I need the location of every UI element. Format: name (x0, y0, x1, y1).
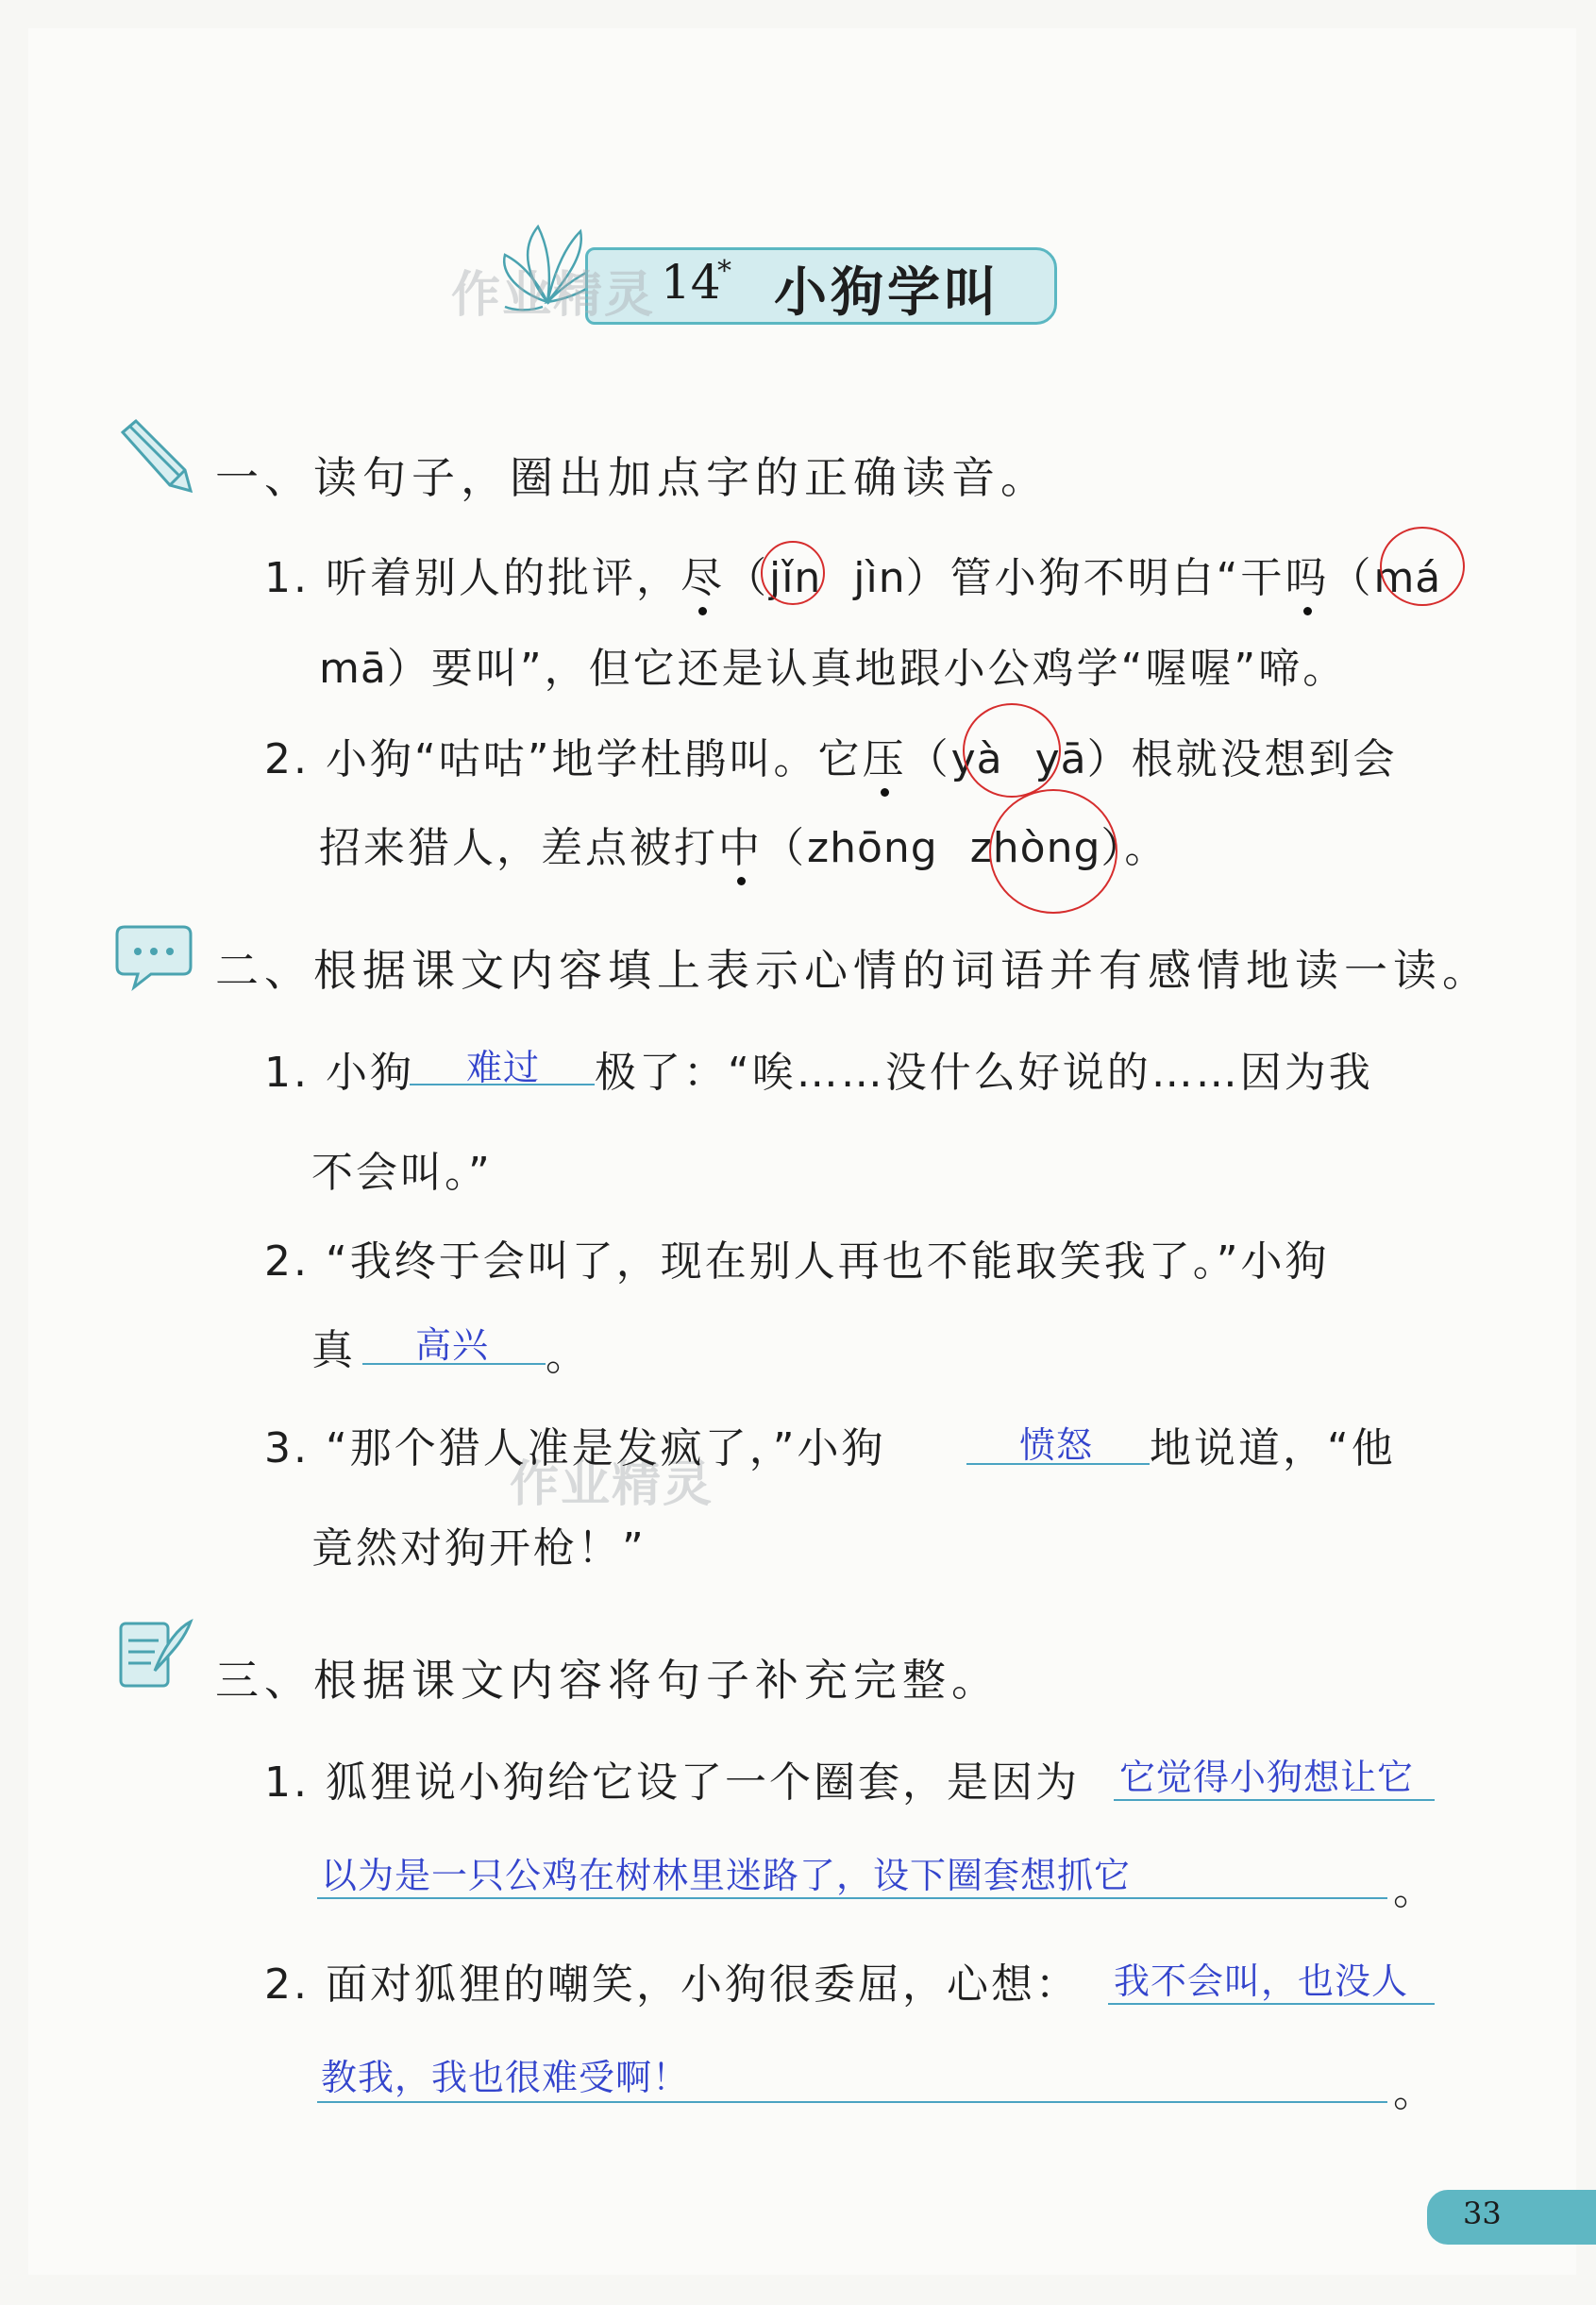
answer-blank (1114, 1799, 1435, 1801)
section3-heading: 三、根据课文内容将句子补充完整。 (215, 1655, 1000, 1706)
dotted-char: 吗 (1285, 544, 1329, 604)
watermark-middle: 作业精灵 (510, 1456, 714, 1513)
answer-circle (963, 703, 1061, 798)
s3-q2-answer-line1: 我不会叫，也没人 (1114, 1960, 1409, 2002)
s1-q2-text-a: 2. 小狗“咕咕”地学杜鹃叫。它 (264, 735, 863, 783)
paren-open: （ (1329, 554, 1374, 602)
s1-q1-text-c: ）要叫”，但它还是认真地跟小公鸡学“喔喔”啼。 (386, 645, 1348, 693)
paren-open: （ (763, 824, 807, 872)
lesson-number: 14 (661, 255, 721, 310)
s2-q3-text-b: 地说道，“他 (1150, 1424, 1396, 1472)
dotted-char: 尽 (680, 544, 725, 604)
speech-bubble-icon (113, 914, 194, 995)
pinyin-option: zhòng (969, 824, 1101, 872)
page-number-tab (1427, 2190, 1596, 2245)
s1-q2-text-b: ）根就没想到会 (1086, 735, 1398, 783)
s1-q2-text-c: 招来猎人，差点被打 (319, 824, 718, 872)
notepad-quill-icon (113, 1614, 194, 1695)
answer-blank (1108, 2003, 1435, 2005)
s1-q2-line1 (264, 725, 1398, 785)
s1-q1-text-b: ）管小狗不明白“干 (905, 554, 1285, 602)
s3-q1-period: 。 (1393, 1866, 1435, 1914)
answer-blank (317, 2101, 1387, 2103)
s1-q1-line2 (319, 634, 1347, 695)
s2-q3-text-a: 3. “那个猎人准是发疯了，”小狗 (264, 1424, 886, 1472)
pinyin-option: mā (319, 645, 387, 693)
s3-q2-answer-line2: 教我，我也很难受啊！ (321, 2057, 690, 2098)
pinyin-option: jìn (853, 554, 906, 602)
watermark-top: 作业精灵 (451, 267, 656, 324)
s2-q1-text-a: 1. 小狗 (264, 1049, 414, 1097)
page-title: 小狗学叫 (774, 262, 1000, 324)
pinyin-option: yā (1034, 735, 1087, 783)
s2-q2-answer: 高兴 (415, 1324, 490, 1366)
s3-q1-text-a: 1. 狐狸说小狗给它设了一个圈套，是因为 (264, 1758, 1080, 1807)
answer-circle (761, 541, 825, 605)
s2-q2-text-a: 2. “我终于会叫了，现在别人再也不能取笑我了。”小狗 (264, 1237, 1330, 1286)
answer-circle (1380, 527, 1465, 606)
answer-circle (989, 789, 1117, 914)
pinyin-option: má (1373, 554, 1442, 602)
s2-q1-answer: 难过 (466, 1047, 541, 1088)
s2-q1-text-b: 极了：“唉……没什么好说的……因为我 (595, 1049, 1373, 1097)
s2-q3-answer: 愤怒 (1019, 1424, 1094, 1466)
s3-q2-text-a: 2. 面对狐狸的嘲笑，小狗很委屈，心想： (264, 1960, 1080, 2009)
pinyin-option: jǐn (768, 554, 822, 602)
answer-blank (317, 1897, 1387, 1899)
pencil-icon (113, 415, 194, 496)
s2-q2-text-c: 。 (546, 1332, 590, 1380)
dotted-char: 中 (718, 814, 763, 874)
s3-q1-answer-line2: 以为是一只公鸡在树林里迷路了，设下圈套想抓它 (321, 1855, 1132, 1896)
s2-q2-text-b: 真 (311, 1326, 356, 1374)
page-number: 33 (1463, 2196, 1502, 2231)
s3-q1-answer-line1: 它觉得小狗想让它 (1119, 1757, 1415, 1798)
pinyin-option: yà (950, 735, 1003, 783)
paren-open: （ (906, 735, 951, 783)
s1-q1-line1 (264, 544, 1441, 604)
s1-q1-text-a: 1. 听着别人的批评， (264, 554, 680, 602)
s2-q3-text-c: 竟然对狗开枪！” (311, 1524, 647, 1573)
paren-close: ）。 (1100, 824, 1169, 872)
workbook-page (28, 28, 1576, 2275)
pinyin-option: zhōng (807, 824, 938, 872)
s3-q2-period: 。 (1393, 2068, 1435, 2116)
lesson-star: * (717, 255, 731, 288)
s2-q1-text-c: 不会叫。” (311, 1149, 493, 1197)
section2-heading: 二、根据课文内容填上表示心情的词语并有感情地读一读。 (215, 945, 1491, 996)
paren-open: （ (724, 554, 769, 602)
dotted-char: 压 (863, 725, 907, 785)
section1-heading: 一、读句子，圈出加点字的正确读音。 (215, 452, 1050, 503)
